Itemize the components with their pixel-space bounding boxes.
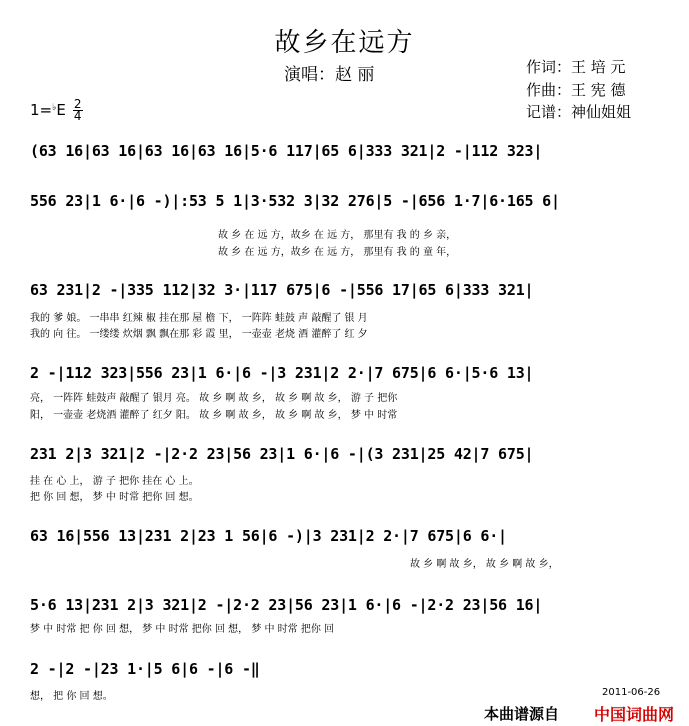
lyric-line-4a: 亮， 一阵阵 蛙鼓声 敲醒了 银月 亮。 故 乡 啊 故 乡， 故 乡 啊 故 乡， 游 子 把你 [30,393,398,404]
composer-credit: 作曲：王 宪 德 [526,81,626,99]
notation-line-6: 63 16|556 13|231 2|23 1 56|6 -)|3 231|2 2·|7 675|6 6·| [30,527,507,545]
lyric-line-8a: 想， 把 你 回 想。 [30,691,113,702]
lyric-line-5b: 把 你 回 想， 梦 中 时常 把你 回 想。 [30,492,199,503]
lyric-line-3b: 我的 向 往。 一缕缕 炊烟 飘 飘在那 彩 霞 里， 一壶壶 老烧 酒 灌醉了 红 夕 [30,329,368,340]
time-bottom: 4 [73,109,82,123]
transcriber-credit: 记谱：神仙姐姐 [526,103,632,121]
notation-line-4: 2 -|112 323|556 23|1 6·|6 -|3 231|2 2·|7 675|6 6·|5·6 13| [30,364,534,382]
time-top: 2 [73,97,82,111]
singer-credit: 演唱：赵 丽 [284,65,375,85]
flat-sign: ♭ [52,103,57,113]
notation-line-5: 231 2|3 321|2 -|2·2 23|56 23|1 6·|6 -|(3 231|25 42|7 675| [30,445,534,463]
notation-line-7: 5·6 13|231 2|3 321|2 -|2·2 23|56 23|1 6·|6 -|2·2 23|56 16| [30,596,543,614]
transcription-date: 2011-06-26 [602,687,661,698]
source-label: 本曲谱源自 [484,705,560,723]
lyric-line-2b: 故 乡 在 远 方，故乡 在 远 方， 那里有 我 的 童 年， [218,247,457,258]
key-label: 1= [30,101,53,119]
lyric-line-6a: 故 乡 啊 故 乡， 故 乡 啊 故 乡， [410,559,559,570]
site-watermark[interactable]: 中国词曲网 [594,705,675,724]
notation-line-2: 556 23|1 6·|6 -)|:53 5 1|3·532 3|32 276|5 -|656 1·7|6·165 6| [30,192,560,210]
lyric-line-3a: 我的 爹 娘。 一串串 红辣 椒 挂在那 屋 檐 下， 一阵阵 蛙鼓 声 敲醒了 银 月 [30,313,368,324]
notation-line-1: (63 16|63 16|63 16|63 16|5·6 117|65 6|333 321|2 -|112 323| [30,142,543,160]
lyricist-credit: 作词：王 培 元 [526,58,626,76]
key-note: E [56,101,66,119]
lyric-line-2a: 故 乡 在 远 方，故乡 在 远 方， 那里有 我 的 乡 亲， [218,230,457,241]
time-signature [73,99,83,122]
notation-line-8: 2 -|2 -|23 1·|5 6|6 -|6 -‖ [30,660,260,678]
key-signature [30,99,83,122]
lyric-line-5a: 挂 在 心 上， 游 子 把你 挂在 心 上。 [30,476,199,487]
lyric-line-4b: 阳， 一壶壶 老烧酒 灌醉了 红夕 阳。 故 乡 啊 故 乡， 故 乡 啊 故 乡， 梦 中 时常 [30,410,398,421]
notation-line-3: 63 231|2 -|335 112|32 3·|117 675|6 -|556 17|65 6|333 321| [30,281,534,299]
song-title: 故乡在远方 [274,28,415,58]
lyric-line-7a: 梦 中 时常 把 你 回 想， 梦 中 时常 把你 回 想， 梦 中 时常 把你 回 [30,624,335,635]
